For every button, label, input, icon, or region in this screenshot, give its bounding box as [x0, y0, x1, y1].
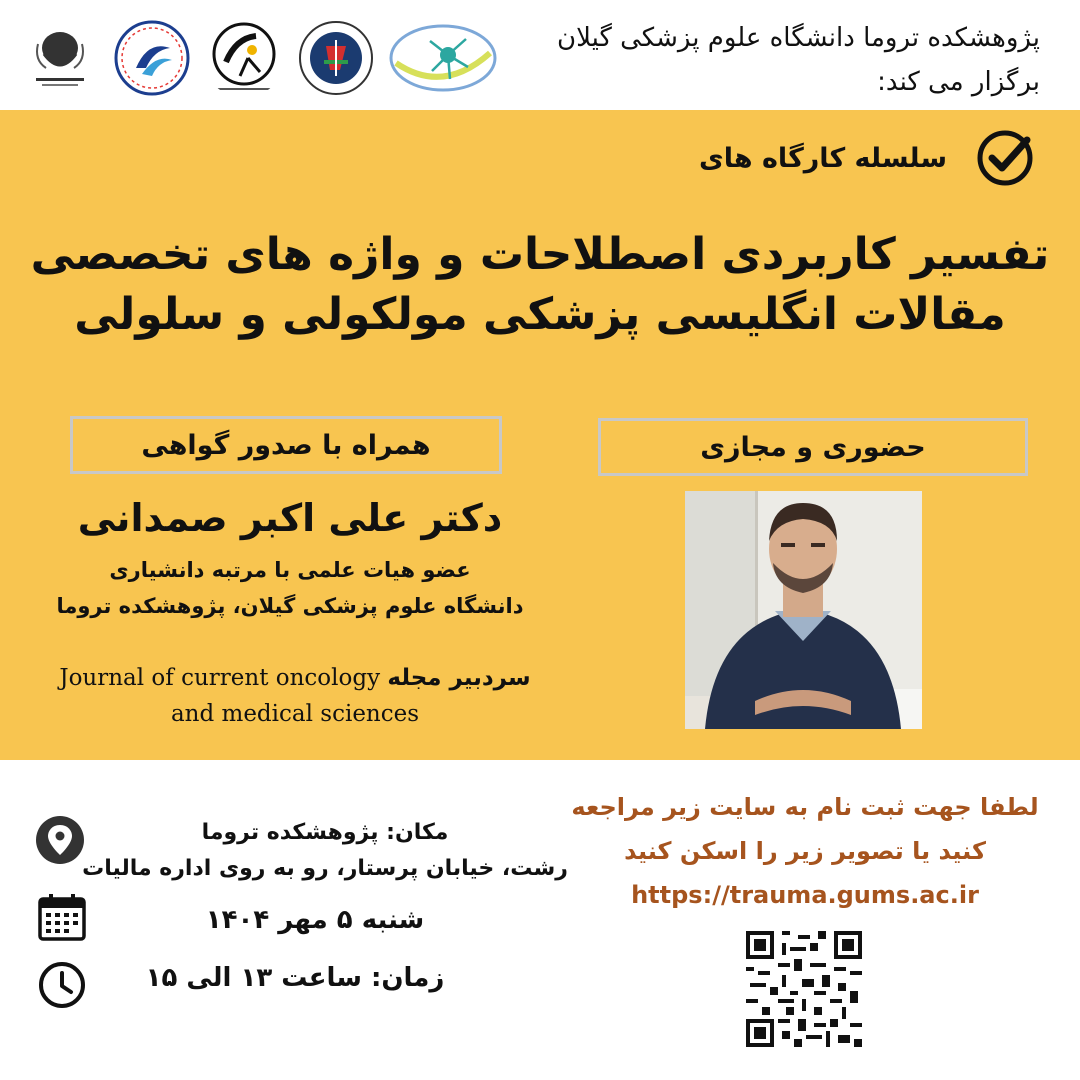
location-line-1: مکان: پژوهشکده تروما	[201, 820, 449, 845]
registration-link[interactable]: https://trauma.gums.ac.ir	[631, 881, 979, 909]
heart-center-logo	[296, 18, 376, 98]
logo-strip	[20, 10, 498, 105]
certificate-badge: همراه با صدور گواهی	[70, 416, 502, 474]
series-label: سلسله کارگاه های	[698, 142, 947, 174]
gilan-medical-university-logo	[112, 18, 192, 98]
affiliation-line-1: عضو هیات علمی با مرتبه دانشیاری	[109, 558, 471, 582]
title-line-2: مقالات انگلیسی پزشکی مولکولی و سلولی	[74, 289, 1006, 340]
affiliation-line-2: دانشگاه علوم پزشکی گیلان، پژوهشکده تروما	[56, 594, 524, 618]
clock-icon	[37, 960, 87, 1010]
title-line-1: تفسیر کاربردی اصطلاحات و واژه های تخصصی	[30, 229, 1050, 280]
registration-line-2: کنید یا تصویر زیر را اسکن کنید	[624, 837, 986, 865]
organizer-text	[500, 16, 1040, 104]
neuroscience-logo	[388, 23, 498, 93]
journal-name-line-2: and medical sciences	[170, 701, 420, 727]
registration-qr-code[interactable]	[746, 931, 862, 1047]
header	[0, 0, 1080, 110]
workshop-title	[20, 225, 1060, 345]
calendar-icon	[37, 892, 87, 942]
journal-name-line-1: Journal of current oncology	[59, 665, 381, 691]
editor-role: سردبیر مجله	[387, 665, 531, 691]
sdhrc-logo	[204, 18, 284, 98]
speaker-photo	[685, 491, 922, 729]
location-info	[60, 815, 590, 887]
trauma-institute-logo	[20, 18, 100, 98]
organizer-line: پژوهشکده تروما دانشگاه علوم پزشکی گیلان	[557, 23, 1040, 53]
speaker-name: دکتر علی اکبر صمدانی	[77, 496, 503, 540]
event-date: شنبه ۵ مهر ۱۴۰۴	[205, 905, 425, 935]
speaker-affiliation	[30, 552, 550, 624]
series-heading	[699, 128, 1035, 188]
hosts-line: برگزار می کند:	[877, 67, 1040, 97]
check-circle-icon	[975, 128, 1035, 188]
attendance-mode-badge: حضوری و مجازی	[598, 418, 1028, 476]
registration-info	[545, 785, 1065, 917]
editor-info	[20, 660, 570, 732]
event-time: زمان: ساعت ۱۳ الی ۱۵	[145, 963, 445, 993]
registration-line-1: لطفا جهت ثبت نام به سایت زیر مراجعه	[571, 793, 1039, 821]
location-line-2: رشت، خیابان پرستار، رو به روی اداره مالیات	[82, 856, 568, 881]
